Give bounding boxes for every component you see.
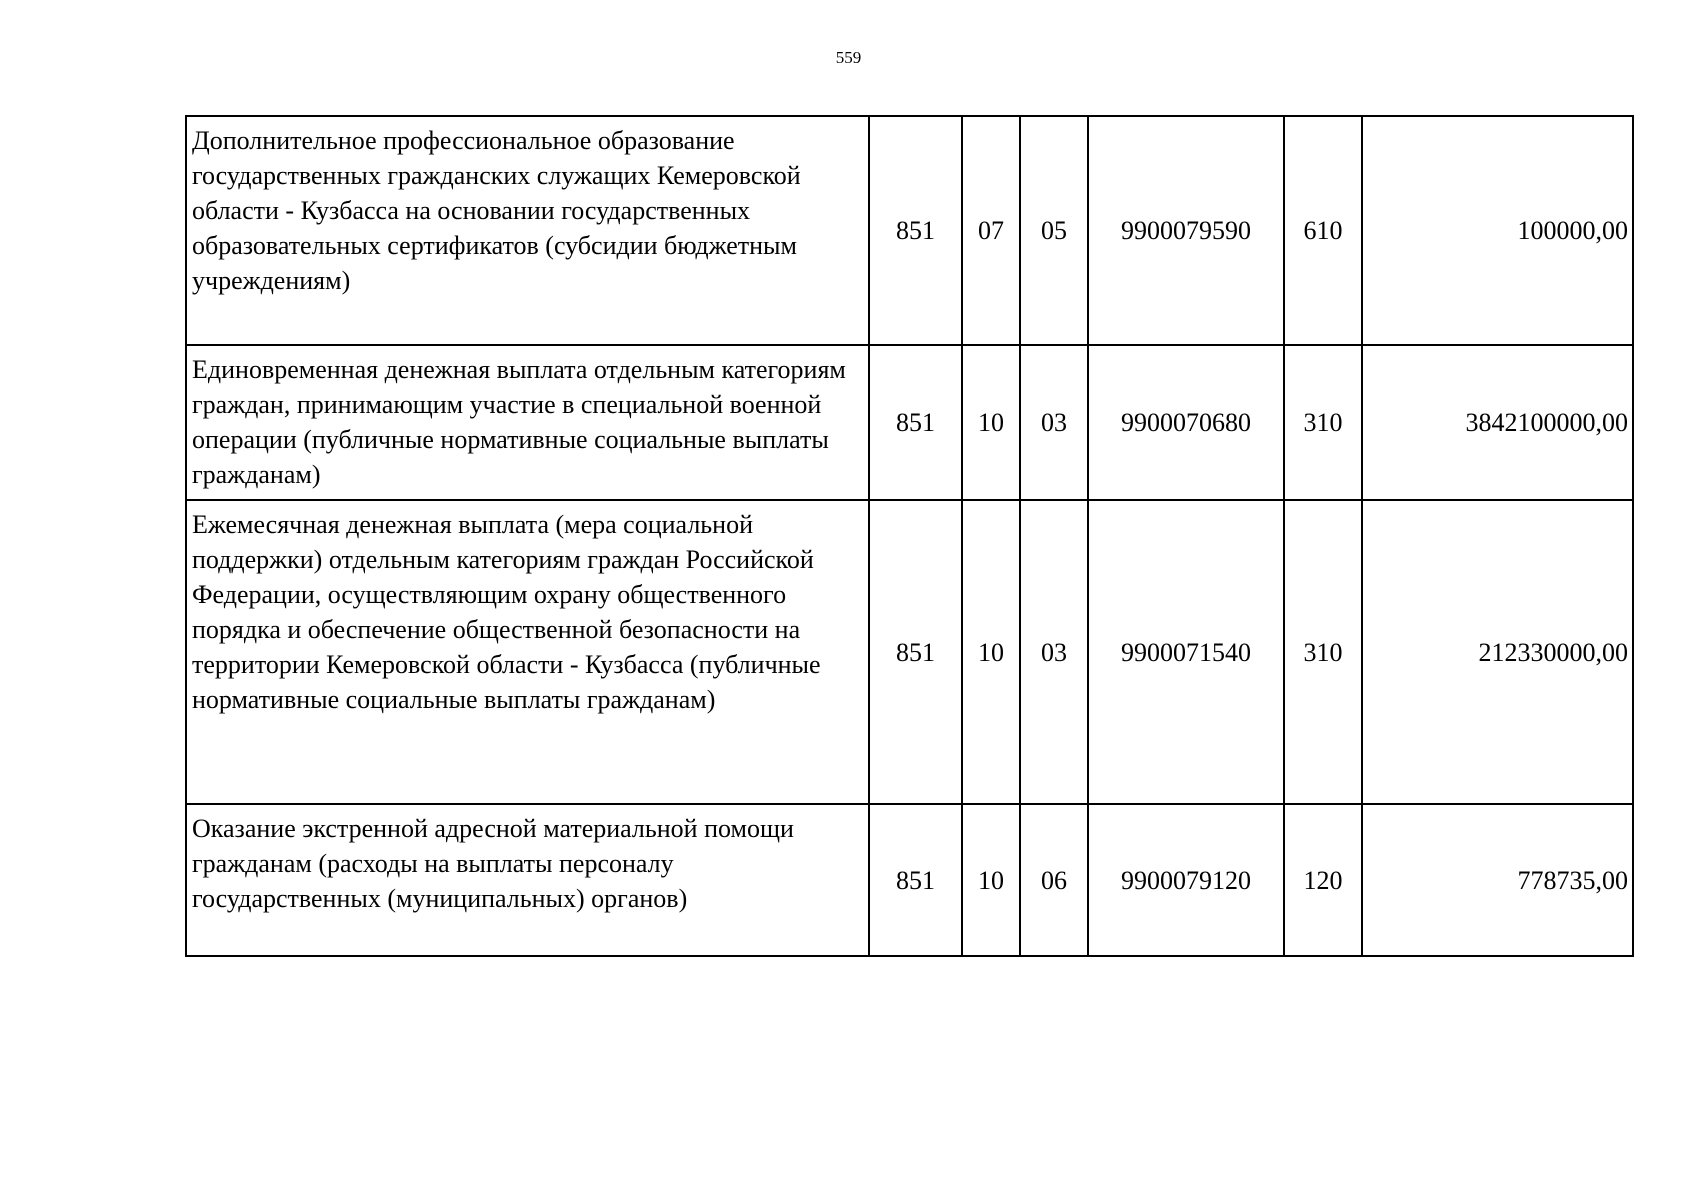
expense-name-cell: Оказание экстренной адресной материальной помощи гражданам (расходы на выплаты персоналу государственных (муниципальных) органов) <box>186 804 869 956</box>
ministry-code-cell: 851 <box>869 500 962 804</box>
ministry-code-cell: 851 <box>869 804 962 956</box>
subsection-code-cell: 03 <box>1020 345 1088 500</box>
budget-table <box>185 115 1634 957</box>
amount-cell: 3842100000,00 <box>1362 345 1633 500</box>
target-article-cell: 9900079590 <box>1088 116 1284 345</box>
amount-cell: 100000,00 <box>1362 116 1633 345</box>
expense-type-cell: 310 <box>1284 500 1362 804</box>
expense-name-cell: Дополнительное профессиональное образование государственных гражданских служащих Кемеровской области - Кузбасса на основании государственных образовательных сертификатов (субсидии бюджетным учреждениям) <box>186 116 869 345</box>
expense-name-cell: Ежемесячная денежная выплата (мера социальной поддержки) отдельным категориям граждан Российской Федерации, осуществляющим охрану общественного порядка и обеспечение общественной безопасности на территории Кемеровской области - Кузбасса (публичные нормативные социальные выплаты гражданам) <box>186 500 869 804</box>
ministry-code-cell: 851 <box>869 116 962 345</box>
table-row <box>186 116 1633 345</box>
table-row <box>186 345 1633 500</box>
expense-name-cell: Единовременная денежная выплата отдельным категориям граждан, принимающим участие в специальной военной операции (публичные нормативные социальные выплаты гражданам) <box>186 345 869 500</box>
amount-cell: 212330000,00 <box>1362 500 1633 804</box>
expense-type-cell: 610 <box>1284 116 1362 345</box>
table-row <box>186 804 1633 956</box>
section-code-cell: 10 <box>962 500 1020 804</box>
ministry-code-cell: 851 <box>869 345 962 500</box>
page-number: 559 <box>835 48 862 67</box>
target-article-cell: 9900071540 <box>1088 500 1284 804</box>
subsection-code-cell: 03 <box>1020 500 1088 804</box>
section-code-cell: 10 <box>962 804 1020 956</box>
subsection-code-cell: 06 <box>1020 804 1088 956</box>
section-code-cell: 10 <box>962 345 1020 500</box>
expense-type-cell: 310 <box>1284 345 1362 500</box>
expense-type-cell: 120 <box>1284 804 1362 956</box>
section-code-cell: 07 <box>962 116 1020 345</box>
amount-cell: 778735,00 <box>1362 804 1633 956</box>
target-article-cell: 9900070680 <box>1088 345 1284 500</box>
subsection-code-cell: 05 <box>1020 116 1088 345</box>
table-row <box>186 500 1633 804</box>
target-article-cell: 9900079120 <box>1088 804 1284 956</box>
